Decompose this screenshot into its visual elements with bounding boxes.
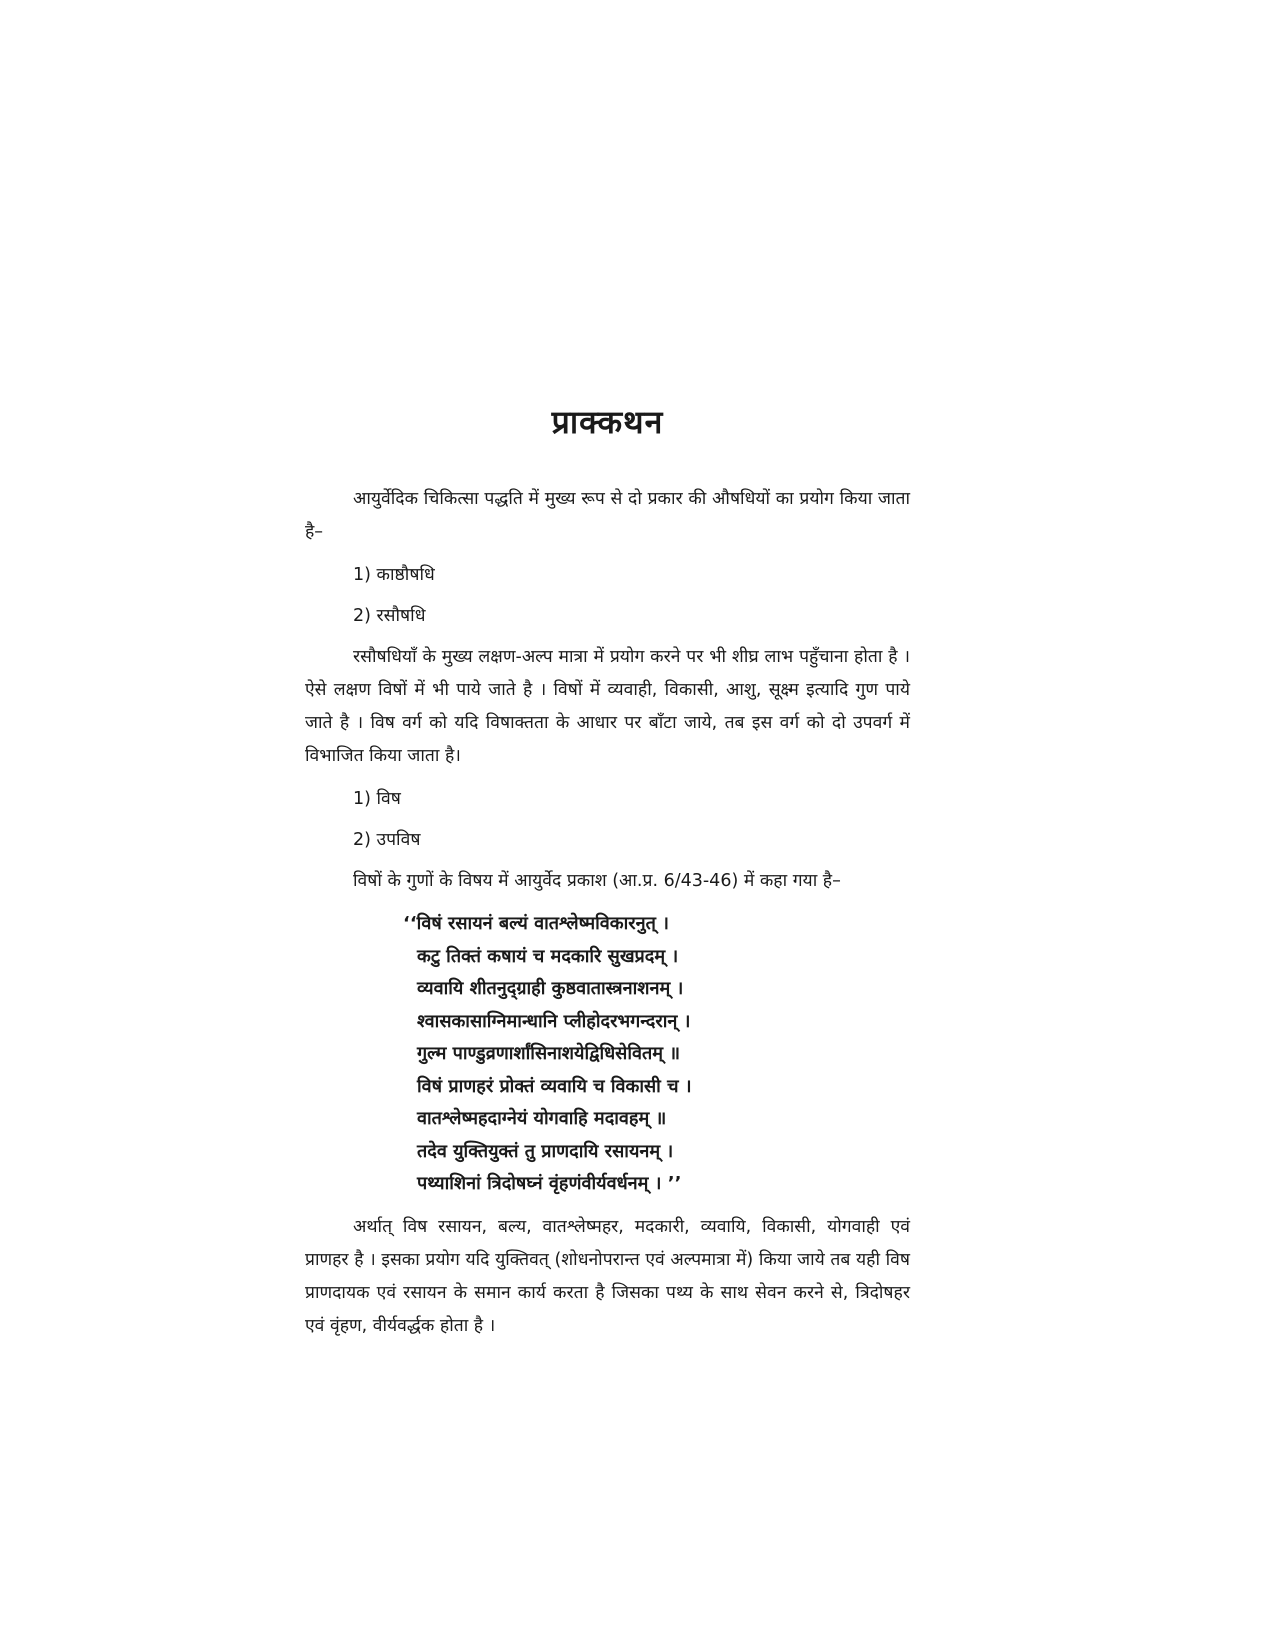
body-paragraph: अर्थात् विष रसायन, बल्य, वातश्लेष्महर, मदकारी, व्यवायि, विकासी, योगवाही एवं प्राणहर है । इसका प्रयोग यदि युक्तिवत् (शोधनोपरान्त एवं अल्पमात्रा में) किया जाये तब यही विष प्राणदायक एवं रसायन के समान कार्य करता है जिसका पथ्य के साथ सेवन करने से, त्रिदोषहर एवं वृंहण, वीर्यवर्द्धक होता है । (305, 1216, 910, 1336)
verse-line: ‘‘विषं रसायनं बल्यं वातश्लेष्मविकारनुत् । (403, 913, 669, 934)
sanskrit-verse (403, 908, 910, 1201)
page-title: प्राक्कथन (551, 403, 664, 441)
list-item: 2) उपविष (353, 830, 421, 850)
verse-line: श्वासकासाग्निमान्धानि प्लीहोदरभगन्दरान् । (417, 1010, 691, 1032)
list-item: 1) काष्ठौषधि (353, 565, 435, 585)
verse-line: व्यवायि शीतनुद्ग्राही कुष्ठवातास्त्रनाशनम् । (417, 978, 684, 999)
intro-paragraph: आयुर्वेदिक चिकित्सा पद्धति में मुख्य रूप से दो प्रकार की औषधियों का प्रयोग किया जाता है– (305, 489, 910, 542)
body-paragraph: विषों के गुणों के विषय में आयुर्वेद प्रकाश (आ.प्र. 6/43-46) में कहा गया है– (353, 871, 841, 891)
body-paragraph: रसौषधियाँ के मुख्य लक्षण-अल्प मात्रा में प्रयोग करने पर भी शीघ्र लाभ पहुँचाना होता है । ऐसे लक्षण विषों में भी पाये जाते है । विषों में व्यवाही, विकासी, आशु, सूक्ष्म इत्यादि गुण पाये जाते है । विष वर्ग को यदि विषाक्तता के आधार पर बाँटा जाये, तब इस वर्ग को दो उपवर्ग में विभाजित किया जाता है। (305, 647, 910, 766)
document-page (305, 400, 910, 1353)
verse-line: वातश्लेष्महदाग्नेयं योगवाहि मदावहम् ॥ (417, 1108, 667, 1129)
verse-line: पथ्याशिनां त्रिदोषघ्नं वृंहणंवीर्यवर्धनम् । ’’ (417, 1173, 682, 1194)
list-item: 1) विष (353, 789, 401, 809)
verse-line: कटु तिक्तं कषायं च मदकारि सुखप्रदम् । (417, 945, 679, 967)
verse-line: गुल्म पाण्डुव्रणार्शांसिनाशयेद्विधिसेवितम् ॥ (417, 1043, 681, 1064)
verse-line: विषं प्राणहरं प्रोक्तं व्यवायि च विकासी च । (417, 1075, 692, 1097)
list-item: 2) रसौषधि (353, 606, 426, 626)
verse-line: तदेव युक्तियुक्तं तु प्राणदायि रसायनम् । (417, 1140, 674, 1162)
